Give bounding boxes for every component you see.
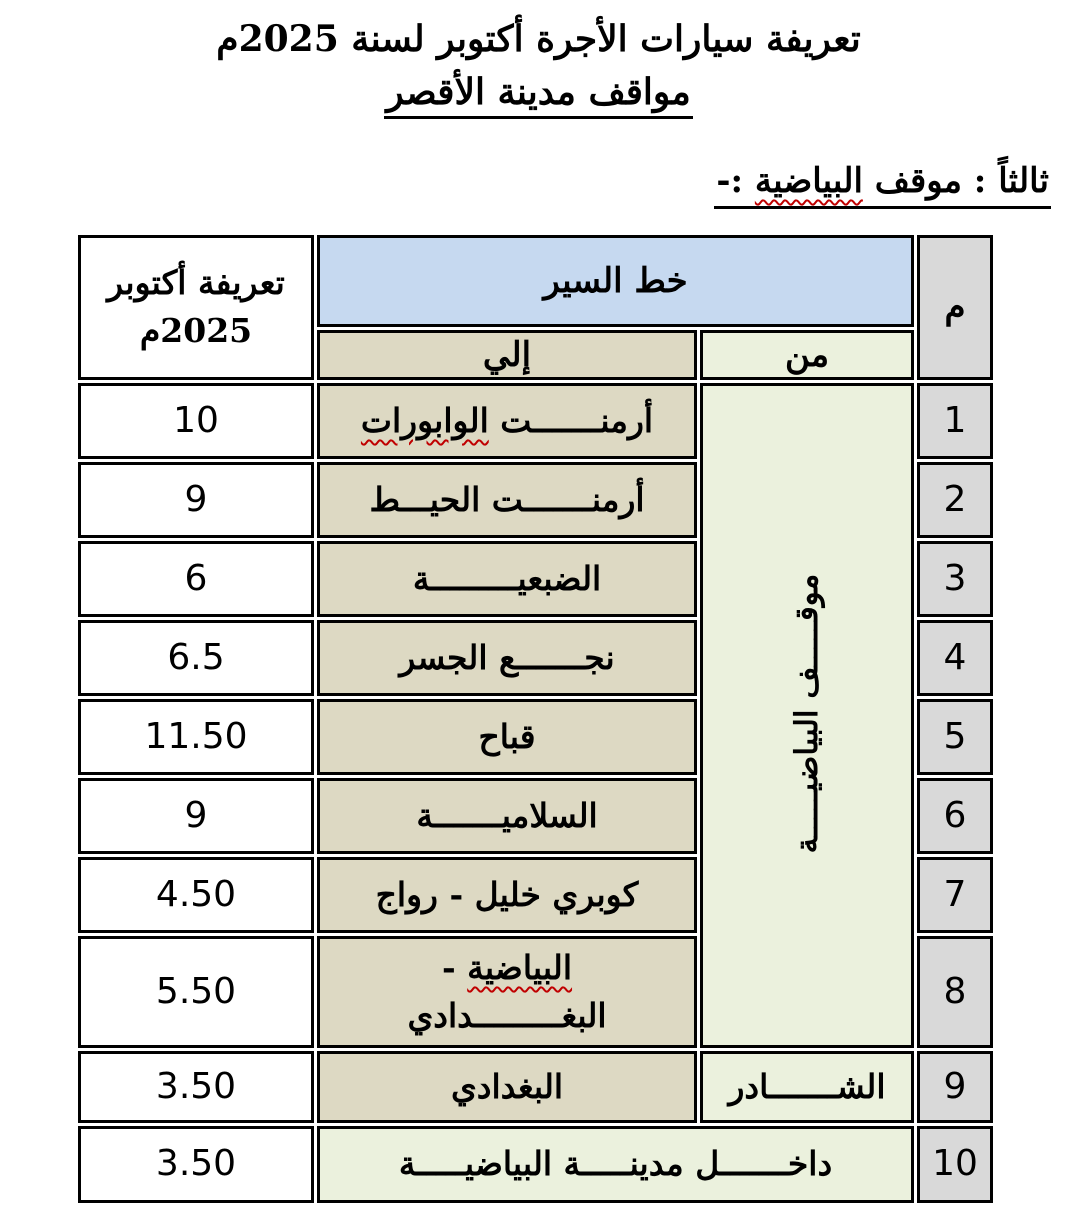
destination-cell [317,383,697,459]
destination-cell [317,541,697,617]
row-number-cell: 10 [917,1126,993,1203]
destination-text: أرمنـــــــت الحيـــط [369,479,645,519]
row-number-cell: 1 [917,383,993,459]
destination-cell [317,1126,914,1203]
header-from: من [700,330,914,380]
destination-text: - [441,947,468,987]
document-subtitle: مواقف مدينة الأقصر [384,71,693,119]
destination-cell [317,936,697,1048]
fare-cell: 3.50 [78,1126,314,1203]
destination-text: السلاميـــــــة [416,795,598,835]
row-number-cell: 9 [917,1051,993,1123]
section-heading [0,161,1051,209]
fare-cell: 4.50 [78,857,314,933]
section-heading-suffix: :- [716,160,755,201]
destination-line [369,476,644,524]
destination-misspelled-word: الوابورات [360,400,489,440]
destination-line [361,397,653,445]
fare-cell: 9 [78,462,314,538]
destination-line [399,1140,832,1188]
fare-cell: 9 [78,778,314,854]
fare-cell: 11.50 [78,699,314,775]
destination-cell [317,462,697,538]
document-subtitle-wrap [0,71,1077,119]
fare-table [78,235,993,1203]
destination-cell [317,778,697,854]
row-number-cell: 5 [917,699,993,775]
header-tariff [78,235,314,380]
destination-text: أرمنـــــــت [488,400,654,440]
fare-cell: 10 [78,383,314,459]
row-number-cell: 3 [917,541,993,617]
destination-text: داخـــــــل مدينـــــة البياضيـــــة [398,1144,833,1184]
destination-line [451,1063,563,1111]
header-tariff-line2: 2025م [139,311,253,351]
document-title: تعريفة سيارات الأجرة أكتوبر لسنة 2025م [216,18,861,60]
origin-cell: الشـــــــادر [700,1051,914,1123]
header-to: إلي [317,330,697,380]
destination-line [416,792,597,840]
destination-line [442,944,572,992]
origin-vertical-text: موقـــــف البياضيـــــة [789,574,825,854]
row-number-cell: 7 [917,857,993,933]
header-row-number: م [917,235,993,380]
destination-line [413,555,601,603]
document-titles [0,0,1077,119]
destination-line [407,992,606,1040]
row-number-cell: 2 [917,462,993,538]
fare-cell: 6.5 [78,620,314,696]
destination-line [399,634,614,682]
destination-misspelled-word: البياضية [467,947,573,987]
destination-text: الضبعيـــــــــة [412,558,602,598]
row-number-cell: 4 [917,620,993,696]
destination-text: البغدادي [450,1066,564,1106]
row-number-cell: 8 [917,936,993,1048]
row-number-cell: 6 [917,778,993,854]
section-heading-prefix: ثالثاً : موقف [862,160,1049,201]
section-heading-misspelled-word: البياضية [754,160,863,201]
destination-cell [317,857,697,933]
destination-line [376,871,639,919]
fare-cell: 3.50 [78,1051,314,1123]
destination-text: قباح [478,716,536,756]
fare-cell: 5.50 [78,936,314,1048]
destination-cell [317,620,697,696]
destination-text: كوبري خليل - رواج [375,874,639,914]
fare-cell: 6 [78,541,314,617]
origin-merged-cell [700,383,914,1048]
destination-line [478,713,535,761]
header-route: خط السير [317,235,914,327]
destination-cell [317,1051,697,1123]
section-heading-text [714,161,1051,209]
destination-text: نجـــــــع الجسر [399,637,615,677]
destination-text: البغـــــــــدادي [407,995,607,1035]
header-tariff-line1: تعريفة أكتوبر [107,263,285,303]
destination-cell [317,699,697,775]
